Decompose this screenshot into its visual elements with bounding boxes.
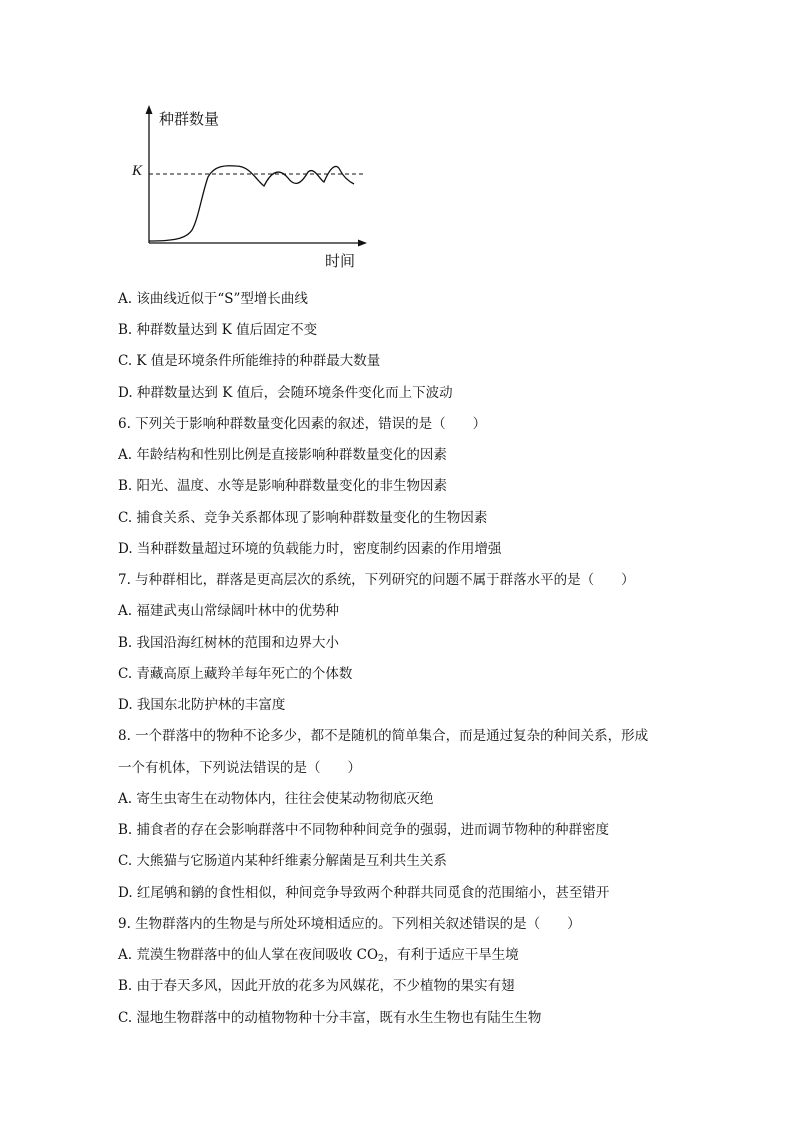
y-axis-arrow [146,105,153,114]
q9-option-a [118,945,519,965]
population-growth-figure [118,102,378,272]
q8-option-a: A. 寄生虫寄生在动物体内，往往会使某动物彻底灭绝 [118,791,434,807]
q7-option-d: D. 我国东北防护林的丰富度 [118,697,286,713]
q5-option-c: C. K 值是环境条件所能维持的种群最大数量 [118,353,381,369]
q7-option-c: C. 青藏高原上藏羚羊每年死亡的个体数 [118,666,353,682]
q5-option-a: A. 该曲线近似于“S”型增长曲线 [118,291,308,307]
q9-option-c: C. 湿地生物群落中的动植物物种十分丰富，既有水生生物也有陆生生物 [118,1010,542,1026]
q9-option-a-suffix: ，有利于适应干旱生境 [383,947,519,963]
q7-option-b: B. 我国沿海红树林的范围和边界大小 [118,635,340,651]
q6-option-c: C. 捕食关系、竞争关系都体现了影响种群数量变化的生物因素 [118,510,488,526]
q5-option-d: D. 种群数量达到 K 值后，会随环境条件变化而上下波动 [118,385,453,401]
q8-option-c: C. 大熊猫与它肠道内某种纤维素分解菌是互利共生关系 [118,853,447,869]
x-axis-arrow [358,240,367,247]
q9-option-a-prefix: A. 荒漠生物群落中的仙人掌在夜间吸收 CO [118,947,379,963]
q7-option-a: A. 福建武夷山常绿阔叶林中的优势种 [118,603,339,619]
q8-stem-line2: 一个有机体，下列说法错误的是（ ） [118,760,361,776]
population-curve [149,166,354,241]
population-curve-chart [118,102,378,272]
q7-stem: 7. 与种群相比，群落是更高层次的系统，下列研究的问题不属于群落水平的是（ ） [118,572,635,588]
q6-option-b: B. 阳光、温度、水等是影响种群数量变化的非生物因素 [118,478,448,494]
k-label: K [132,163,143,179]
q5-option-b: B. 种群数量达到 K 值后固定不变 [118,322,318,338]
y-axis-label: 种群数量 [159,110,220,128]
q8-stem-line1: 8. 一个群落中的物种不论多少，都不是随机的简单集合，而是通过复杂的种间关系，形成 [118,728,649,744]
q9-option-b: B. 由于春天多风，因此开放的花多为风媒花，不少植物的果实有翅 [118,978,515,994]
q9-option-a-subscript: 2 [378,954,384,964]
q9-stem: 9. 生物群落内的生物是与所处环境相适应的。下列相关叙述错误的是（ ） [118,916,581,932]
q8-option-b: B. 捕食者的存在会影响群落中不同物种种间竞争的强弱，进而调节物种的种群密度 [118,822,610,838]
x-axis-label: 时间 [325,252,356,270]
q6-option-a: A. 年龄结构和性别比例是直接影响种群数量变化的因素 [118,447,447,463]
q6-option-d: D. 当种群数量超过环境的负载能力时，密度制约因素的作用增强 [118,541,502,557]
q6-stem: 6. 下列关于影响种群数量变化因素的叙述，错误的是（ ） [118,416,487,432]
q8-option-d: D. 红尾鸲和鹟的食性相似，种间竞争导致两个种群共同觅食的范围缩小，甚至错开 [118,885,610,901]
